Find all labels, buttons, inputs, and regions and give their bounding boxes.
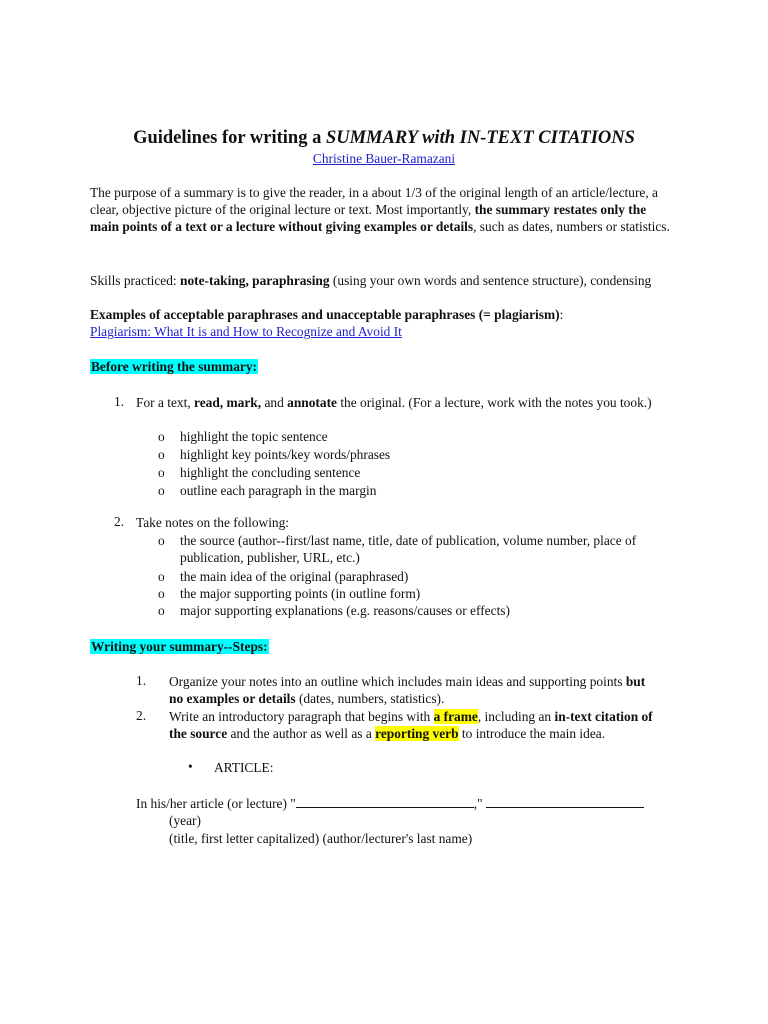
examples-line: Examples of acceptable paraphrases and unacceptable paraphrases (= plagiarism): [90,307,564,322]
intro-paragraph: The purpose of a summary is to give the reader, in a about 1/3 of the original length of an article/lecture, a clear, objective picture of the original lecture or text. Most importantly, the summary restates only the main points of a text or a lecture without giving examples or details, such as dates, numbers or statistics. [90,185,670,234]
wstep2-text: Write an introductory paragraph that begins with a frame, including an in-text citation of the source and the author as well as a reporting verb to introduce the main idea. [169,709,653,741]
step2-text: Take notes on the following: [136,515,290,530]
step1-number: 1. [114,394,125,409]
frame-year: (year) [169,813,201,828]
document-title: Guidelines for writing a SUMMARY with IN-TEXT CITATIONS [133,128,635,148]
title-blank [296,795,474,808]
author-blank [486,795,644,808]
author-link[interactable]: Christine Bauer-Ramazani [312,151,456,166]
bullet-article: ARTICLE: [214,760,274,775]
step2-number: 2. [114,514,125,529]
frame-line: In his/her article (or lecture) " ," [136,795,696,812]
step1-text: For a text, read, mark, and annotate the original. (For a lecture, work with the notes you took.) [136,395,652,410]
wstep1-text: Organize your notes into an outline which includes main ideas and supporting points but no examples or details (dates, numbers, statistics). [169,674,646,706]
wstep2-number: 2. [136,708,147,723]
wstep1-number: 1. [136,673,147,688]
bullet-dot: • [188,759,193,774]
writing-heading: Writing your summary--Steps: [91,639,268,654]
frame-notes: (title, first letter capitalized) (author/lecturer's last name) [169,831,473,846]
plagiarism-link[interactable]: Plagiarism: What It is and How to Recognize and Avoid It [90,324,402,339]
document-page: Guidelines for writing a SUMMARY with IN-TEXT CITATIONS Christine Bauer-Ramazani The purpose of a summary is to give the reader, in a about 1/3 of the original length of an article/lecture, a clear, objective picture of the original lecture or text. Most importantly, the summary restates only the main points of a text or a lecture without giving examples or details, such as dates, numbers or statistics. Skills practiced: note-taking, paraphrasing (using your own words and sentence structure), condensing Examples of acceptable paraphrases and unacceptable paraphrases (= plagiarism): Plagiarism: What It is and How to Recognize and Avoid It Before writing the summary: 1. For a text, read, mark, and annotate the original. (For a lecture, work with the notes you took.) o highlight the topic sentence o highlight key points/key words/phrases o highlight the concluding sentence o outline each paragraph in the margin 2. Take notes on the following: o the source (author--first/last name, title, date of publication, volume number, place of publication, publisher, URL, etc.) o the main idea of the original (paraphrased) o the major supporting points (in outline form) o major supporting explanations (e.g. reasons/causes or effects) Writing your summary--Steps: 1. Organize your notes into an outline which includes main ideas and supporting points but no examples or details (dates, numbers, statistics). 2. Write an introductory paragraph that begins with a frame, including an in-text citation of the source and the author as well as a reporting verb to introduce the main idea. • ARTICLE: In his/her article (or lecture) " ," (year) (title, first letter capitalized) (author/lecturer's last name) [0,0,768,1024]
before-heading: Before writing the summary: [91,359,257,374]
skills-paragraph: Skills practiced: note-taking, paraphrasing (using your own words and sentence structure), condensing [90,273,652,288]
